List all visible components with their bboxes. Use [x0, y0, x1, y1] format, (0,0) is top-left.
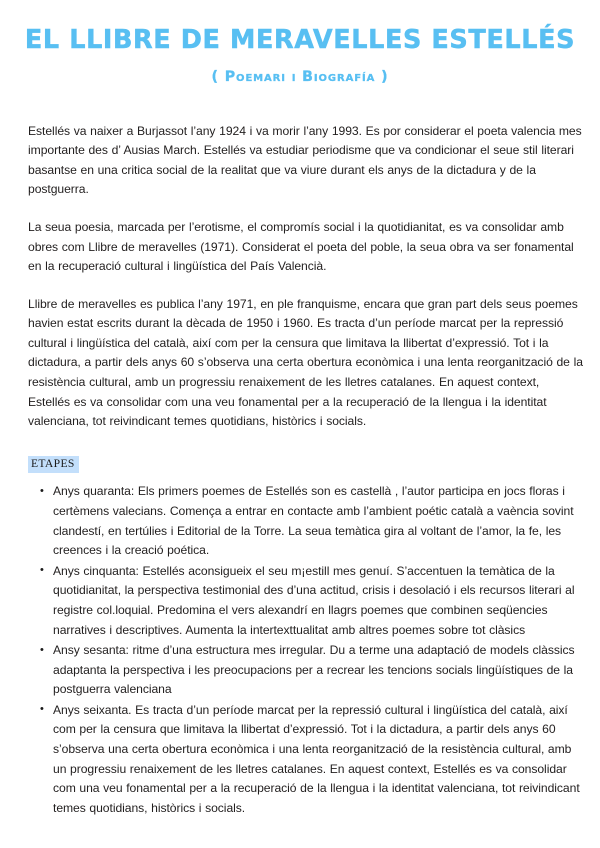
etapes-heading: ETAPES [28, 456, 79, 473]
list-item: • Anys quaranta: Els primers poemes de Estellés son es castellà , l’autor participa en jocs floras i certèmens valecians. Comença a entrar en contacte amb l’ambient poétic català a vaència sovint clandestí, en tertúlies i Editorial de la Torre. La seua temàtica gira al voltant de l’amor, la fe, les creences i la creació poética. [40, 482, 584, 560]
list-item: • Ansy sesanta: ritme d’una estructura mes irregular. Du a terme una adaptació de models clàssics adaptanta la perspectiva i les preocupacions per a recrear les tencions socials lingüístiques de la postguerra valenciana [40, 641, 584, 700]
page-title: EL LLIBRE DE MERAVELLES ESTELLÉS [24, 25, 576, 55]
page-subtitle: ( Poemari i Biografía ) [211, 68, 389, 85]
title-block [0, 0, 600, 85]
paragraph-biography: Estellés va naixer a Burjassot l’any 1924 i va morir l’any 1993. Es por considerar el poeta valencia mes importante des d’ Ausias March. Estellés va estudiar periodisme que va condicionar el seue stil literari basantse en una critica social de la realitat que va viure durant els anys de la dictadura y de la postguerra. [28, 123, 582, 197]
etapes-list [0, 482, 600, 818]
paragraph-poetry: La seua poesia, marcada per l’erotisme, el compromís social i la quotidianitat, es va consolidar amb obres com Llibre de meravelles (1971). Considerat el poeta del poble, la seua obra va ser fonamental en la recuperació cultural i lingüística del País Valencià. [28, 219, 574, 274]
etapes-heading-row [0, 454, 600, 473]
list-item: • Anys cinquanta: Estellés aconsigueix el seu m¡estill mes genuí. S’accentuen la temàtica de la quotidianitat, la perspectiva testimonial des d’una actitud, crisis i desolació i els recursos literari al registre col.loquial. Predomina el vers alexandrí en llagrs poemes que combinen seqüencies narratives i descriptives. Aumenta la intertexttualitat amb altres poemes sobre tot clàsics [40, 562, 584, 640]
list-item: • Anys seixanta. Es tracta d’un període marcat per la repressió cultural i lingüística del català, així com per la censura que limitava la llibertat d’expressió. Tot i la dictadura, a partir dels anys 60 s’observa una certa obertura econòmica i una lenta reorganització de la resistència cultural, amb un progressiu renaixement de les lletres catalanes. En aquest context, Estellés es va consolidar com una veu fonamental per a la recuperació de la llengua i la identitat valenciana, tot reivindicant temes quotidians, històrics i socials. [40, 701, 584, 819]
body-content [0, 122, 600, 432]
paragraph-publication-context: Llibre de meravelles es publica l’any 1971, en ple franquisme, encara que gran part dels seus poemes havien estat escrits durant la dècada de 1950 i 1960. Es tracta d’un període marcat per la repressió cultural i lingüística del català, així com per la censura que limitava la llibertat d’expressió. Tot i la dictadura, a partir dels anys 60 s’observa una certa obertura econòmica i una lenta reorganització de la resistència cultural, amb un progressiu renaixement de les lletres catalanes. En aquest context, Estellés es va consolidar com una veu fonamental per a la recuperació de la llengua i la identitat valenciana, tot reivindicant temes quotidians, històrics i socials. [28, 296, 583, 429]
